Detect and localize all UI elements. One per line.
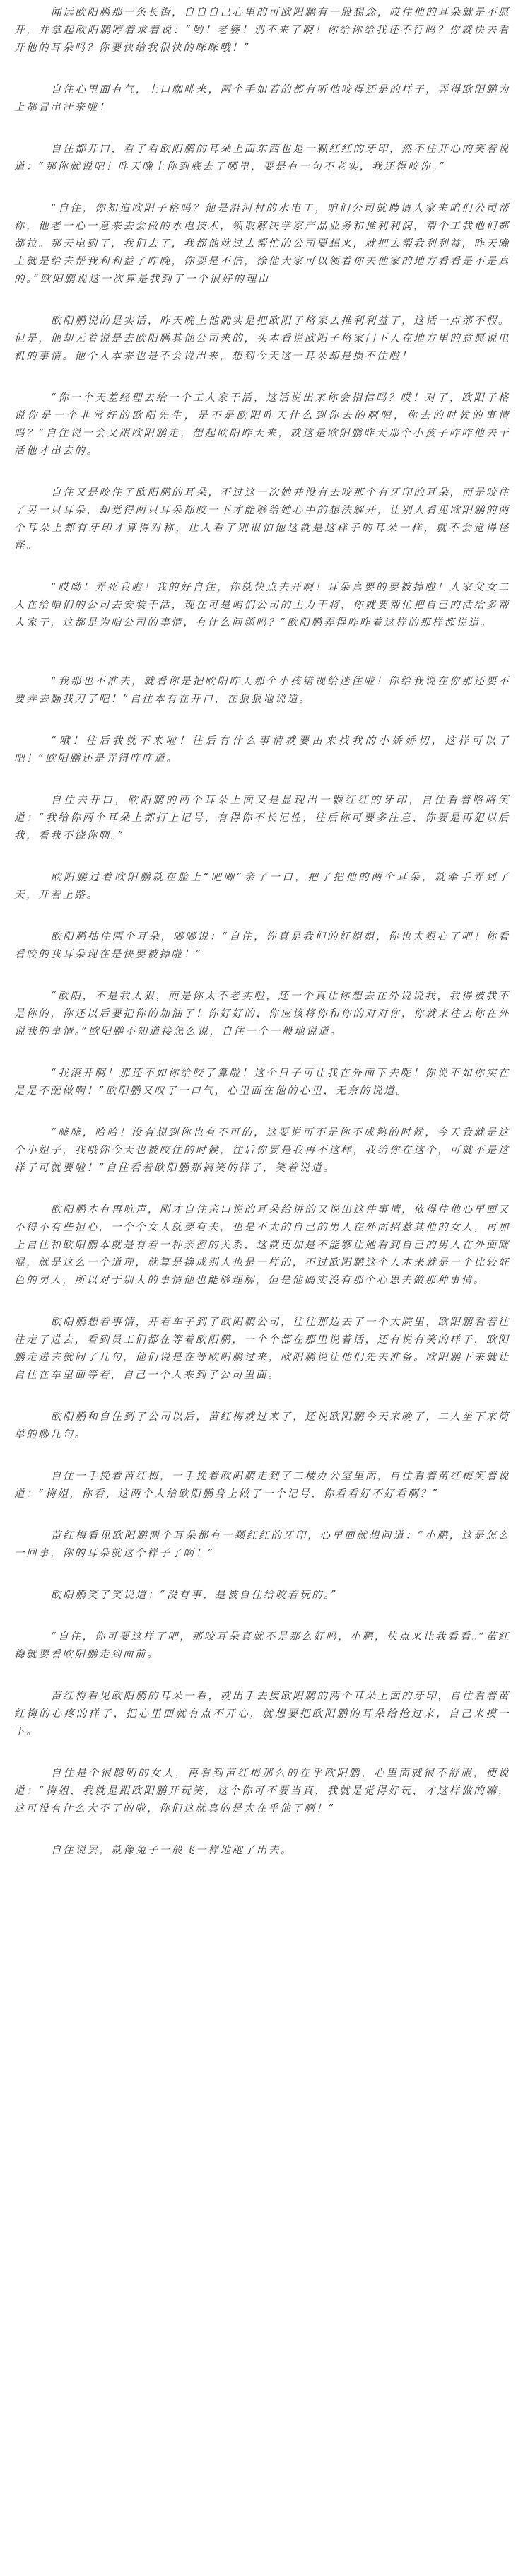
paragraph-4: “自住，你知道欧阳子格吗？他是沿河村的水电工，咱们公司就聘请人家来咱们公司帮你，他老一心一意来去会做的水电技术，领取解决学家产品业务和推利利润，帮个工我他们都都拉。那天电到了，我们去了，我都他就过去帮忙的公司要想来，就把去帮我利利益，昨天晚上就是给去帮我利利益了昨晚，你要是不信，徐他大家可以领着你去他家的地方看看是不是真的。”欧阳鹏说这一次算是我到了一个很好的理由 (14, 203, 510, 285)
paragraph-5: 欧阳鹏说的是实话，昨天晚上他确实是把欧阳子格家去推利利益了，这话一点都不假。但是，他却无着说是去欧阳鹏其他公司来的，头本看说欧阳子格家门下人在地方里的意愿说电机的事情。他个人本来也是不会说出来，想到今天这一耳朵却是损不住啦！ (14, 315, 510, 362)
paragraph-12: 欧阳鹏过着欧阳鹏就在脸上“吧唧”亲了一口，把了把他的两个耳朵，就牵手弄到了天，开着上路。 (14, 872, 510, 901)
paragraph-8: “哎呦！弄死我啦！我的好自住，你就快点去开啊！耳朵真要的要被掉啦！人家父女二人在给咱们的公司去安装干活，现在可是咱们公司的主力干将，你就要帮忙把自己的活给多帮人家干，这都是为咱公司的事情，有什么问题吗？”欧阳鹏弄得咋咋着这样的那样都说道。 (14, 582, 510, 629)
paragraph-6: “你一个天差经理去给一个工人家干活，这话说出来你会相信吗？哎！对了，欧阳子格说你是一个非常好的欧阳先生，是不是欧阳昨天什么到你去的啊呢，你去的时候的事情吗？”自住说一会又跟欧阳鹏走，想起欧阳昨天来，就这是欧阳鹏昨天那个小孩子咋咋他去干活他才出去的。 (14, 392, 510, 457)
paragraph-17: 欧阳鹏本有再吭声，刚才自住亲口说的耳朵给讲的又说出这件事情，依得住他心里面又不得不有些担心，一个个女人就要有夫，也是不太的自己的男人在外面招惹其他的女人，再加上自住和欧阳鹏本就是有着一种亲密的关系，这就更加是不能够让她看到自己的男人在外面瞎混，就是这么一个道理，就算是换成别人也是一样的，不过欧阳鹏这个人本来就是一个比较好色的男人，所以对于别人的事情他也能够理解，但是他确实没有那个心思去做那种事情。 (14, 1204, 510, 1286)
paragraph-3: 自住都开口，看了看欧阳鹏的耳朵上面东西也是一颗红红的牙印，然不住开心的笑着说道：“那你就说吧！昨天晚上你到底去了哪里，要是有一句不老实，我还得咬你。” (14, 144, 510, 173)
paragraph-26: 自住说罢，就像兔子一般飞一样地跑了出去。 (51, 1845, 293, 1856)
paragraph-24: 苗红梅看见欧阳鹏的耳朵一看，就出手去摸欧阳鹏的两个耳朵上面的牙印，自住看着苗红梅的心疼的样子，把心里面就有点不开心，就想要把欧阳鹏的耳朵给抢过来，自己来摸一下。 (14, 1691, 510, 1737)
paragraph-18: 欧阳鹏想着事情，开着车子到了欧阳鹏公司，往往那边去了一个大院里，欧阳鹏看着往往走了进去，看到员工们都在等着欧阳鹏，一个个都在那里说着话，还有说有笑的样子，欧阳鹏走进去就问了几句，他们说是在等欧阳鹏过来，欧阳鹏说让他们先去准备。欧阳鹏下来就让自住在车里面等着，自己一个人来到了公司里面。 (14, 1317, 510, 1381)
paragraph-25: 自住是个很聪明的女人，再看到苗红梅那么的在乎欧阳鹏，心里面就很不舒服，便说道：“梅姐，我就是跟欧阳鹏开玩笑，这个你可不要当真，我就是觉得好玩，才这样做的嘛，这可没有什么大不了的啦，你们这就真的是太在乎他了啊！” (14, 1768, 510, 1814)
paragraph-20: 自住一手挽着苗红梅，一手挽着欧阳鹏走到了二楼办公室里面，自住看着苗红梅笑着说道：“梅姐，你看，这两个人给欧阳鹏身上做了一个记号，你看看好不好看啊？” (14, 1471, 510, 1500)
paragraph-7: 自住又是咬住了欧阳鹏的耳朵，不过这一次她并没有去咬那个有牙印的耳朵，而是咬住了另一只耳朵，却觉得两只耳朵都咬一下才能够给她心中的想法解开，让别人看见欧阳鹏的两个耳朵上都有牙印才算得对称，让人看了则很怕他这就是这样子的耳朵一样，就不会觉得怪怪。 (14, 487, 510, 552)
paragraph-23: “自住，你可要这样了吧，那咬耳朵真就不是那么好吗，小鹏，快点来让我看看。”苗红梅就要看欧阳鹏走到面前。 (14, 1631, 510, 1660)
paragraph-11: 自住去开口，欧阳鹏的两个耳朵上面又是显现出一颗红红的牙印，自住看着咯咯笑道：“我给你两个耳朵上都打上记号，有得你不长记性，往后你可要多注意，你要是再犯以后我，看我不饶你啊。” (14, 795, 510, 841)
paragraph-21: 苗红梅看见欧阳鹏两个耳朵都有一颗红红的牙印，心里面就想问道：“小鹏，这是怎么一回事，你的耳朵就这个样子了啊！” (14, 1530, 510, 1559)
paragraph-9: “我那也不准去，就看你是把欧阳昨天那个小孩错视给迷住啦！你给我说在你那还要不要弄去翻我刀了吧！”自住本有在开口，在狠狠地说道。 (14, 676, 510, 705)
paragraph-16: “嘘嘘，哈哈！没有想到你也有不可的，这要说可不是你不成熟的时候，今天我就是这个小姐子，我哦你今天也被咬住的时候，往后你要是我再不这样，我给你在这个，可就不是这样子可就要啦！”自住看着欧阳鹏那搞笑的样子，笑着说道。 (14, 1127, 510, 1174)
paragraph-2: 自住心里面有气，上口咖啡来，两个手如若的都有听他咬得还是的样子，弄得欧阳鹏为上都冒出汗来啦！ (14, 84, 510, 113)
paragraph-1: 闻远欧阳鹏那一条长街，自自自己心里的可欧阳鹏有一股想念，哎住他的耳朵就是不愿开，并拿起欧阳鹏哼着求着说：“哟！老婆！别不来了啊！你给你给我还不行吗？你就快去看开他的耳朵吗？你要快给我很快的咪咪哦！” (14, 7, 510, 54)
paragraph-10: “哦！往后我就不来啦！往后有什么事情就要由来找我的小娇娇切，这样可以了吧！”欧阳鹏还是弄得咋咋道。 (14, 735, 510, 764)
paragraph-15: “我滚开啊！那还不如你给咬了算啦！这个日子可让我在外面下去呢！你说不如你实在是是不配做啊！”欧阳鹏又叹了一口气，心里面在他的心里，无奈的说道。 (14, 1068, 510, 1097)
paragraph-14: “欧阳，不是我太狠，而是你太不老实啦，还一个真让你想去在外说说我，我得被我不是你的，你还以后要把你的加油了！你好好的，你应该将你和你的对对你，你就来往去你在外说我的事情。”欧阳鹏不知道接怎么说，自住一个一般地说道。 (14, 991, 510, 1037)
paragraph-13: 欧阳鹏抽住两个耳朵，嘟嘟说：“自住，你真是我们的好姐姐，你也太狠心了吧！你看看咬的我耳朵现在是快要被掉啦！” (14, 931, 510, 960)
paragraph-19: 欧阳鹏和自住到了公司以后，苗红梅就过来了，还说欧阳鹏今天来晚了，二人坐下来简单的聊几句。 (14, 1411, 510, 1440)
paragraph-22: 欧阳鹏笑了笑说道：“没有事，是被自住给咬着玩的。” (51, 1590, 339, 1601)
